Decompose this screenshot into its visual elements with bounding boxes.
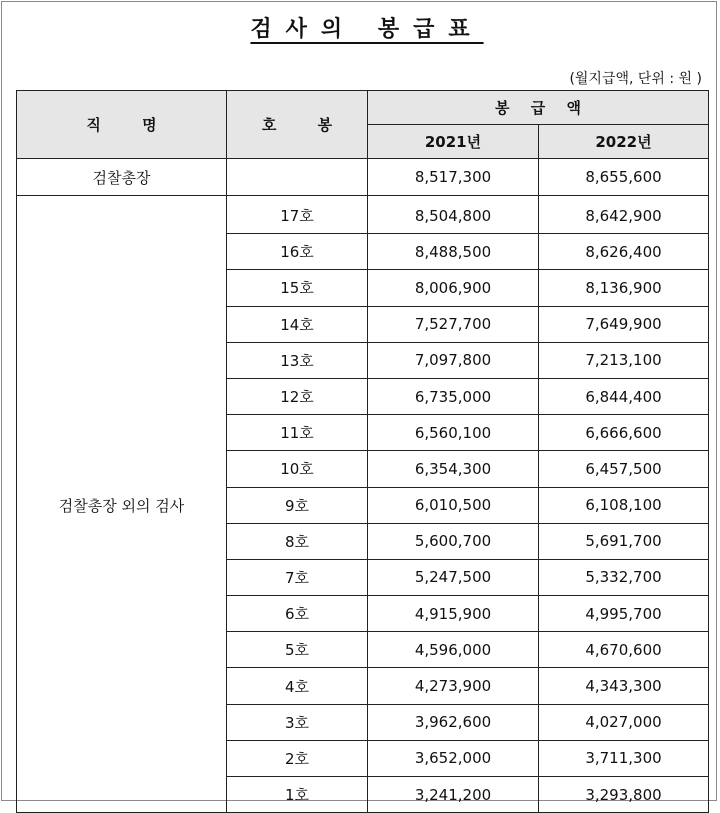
grade-cell: 14호 [227,306,368,342]
salary-2021-cell: 3,241,200 [368,777,539,813]
header-grade: 호 봉 [227,91,368,159]
salary-2021-cell: 6,010,500 [368,487,539,523]
salary-2021-cell: 8,006,900 [368,270,539,306]
grade-cell: 6호 [227,596,368,632]
salary-2022-cell: 6,844,400 [539,378,709,414]
salary-2021-cell: 6,735,000 [368,378,539,414]
grade-cell: 4호 [227,668,368,704]
header-year-2021: 2021년 [368,125,539,159]
salary-2022-cell: 5,332,700 [539,559,709,595]
grade-cell: 16호 [227,234,368,270]
salary-2022-cell: 4,670,600 [539,632,709,668]
chief-salary-2022: 8,655,600 [539,159,709,196]
salary-2022-cell: 8,642,900 [539,196,709,234]
header-position: 직 명 [17,91,227,159]
salary-2022-cell: 4,343,300 [539,668,709,704]
salary-2021-cell: 8,488,500 [368,234,539,270]
grade-cell: 8호 [227,523,368,559]
salary-2022-cell: 4,995,700 [539,596,709,632]
table-row-chief [17,159,709,196]
header-salary: 봉 급 액 [368,91,709,125]
salary-2022-cell: 3,711,300 [539,740,709,776]
salary-2022-cell: 8,136,900 [539,270,709,306]
salary-2021-cell: 6,354,300 [368,451,539,487]
salary-2021-cell: 4,273,900 [368,668,539,704]
salary-2021-cell: 7,097,800 [368,342,539,378]
salary-2021-cell: 4,596,000 [368,632,539,668]
document-title-text: 검사의 봉급표 [250,17,484,42]
salary-2022-cell: 6,457,500 [539,451,709,487]
salary-2021-cell: 8,504,800 [368,196,539,234]
salary-2022-cell: 4,027,000 [539,704,709,740]
document-title [0,12,720,43]
salary-2021-cell: 3,652,000 [368,740,539,776]
salary-table [16,90,709,813]
salary-2021-cell: 4,915,900 [368,596,539,632]
grade-cell: 3호 [227,704,368,740]
grade-cell: 1호 [227,777,368,813]
salary-2022-cell: 3,293,800 [539,777,709,813]
grade-cell: 2호 [227,740,368,776]
chief-grade [227,159,368,196]
grade-cell: 5호 [227,632,368,668]
grade-cell: 7호 [227,559,368,595]
salary-2022-cell: 7,213,100 [539,342,709,378]
salary-2022-cell: 5,691,700 [539,523,709,559]
grade-cell: 15호 [227,270,368,306]
unit-note: (월지급액, 단위 : 원 ) [569,71,702,87]
grade-cell: 11호 [227,415,368,451]
salary-2021-cell: 7,527,700 [368,306,539,342]
others-position: 검찰총장 외의 검사 [17,196,227,813]
salary-2022-cell: 7,649,900 [539,306,709,342]
salary-2021-cell: 6,560,100 [368,415,539,451]
table-row [17,196,709,234]
chief-position: 검찰총장 [17,159,227,196]
grade-cell: 12호 [227,378,368,414]
salary-2022-cell: 8,626,400 [539,234,709,270]
salary-2021-cell: 5,247,500 [368,559,539,595]
header-year-2022: 2022년 [539,125,709,159]
grade-cell: 9호 [227,487,368,523]
chief-salary-2021: 8,517,300 [368,159,539,196]
salary-2021-cell: 3,962,600 [368,704,539,740]
salary-2022-cell: 6,666,600 [539,415,709,451]
grade-cell: 13호 [227,342,368,378]
grade-cell: 17호 [227,196,368,234]
salary-2022-cell: 6,108,100 [539,487,709,523]
grade-cell: 10호 [227,451,368,487]
salary-2021-cell: 5,600,700 [368,523,539,559]
